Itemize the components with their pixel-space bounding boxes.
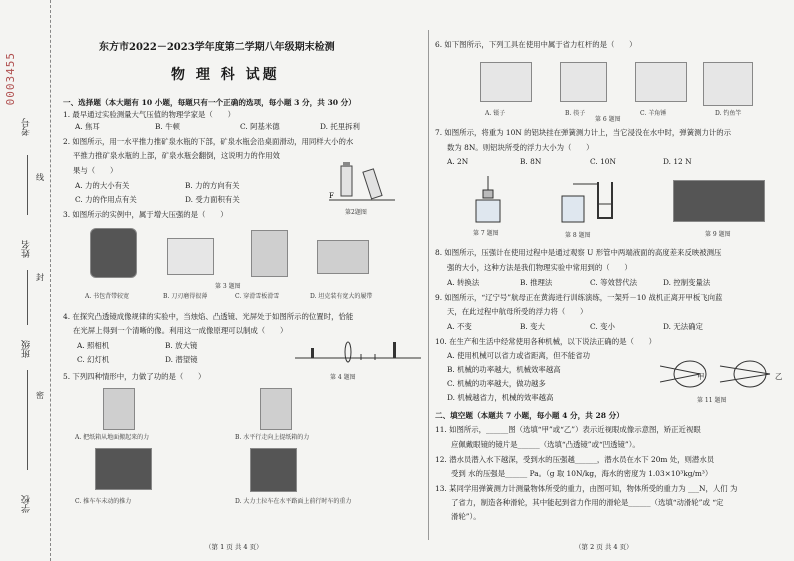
name-label: 姓名 [22, 240, 32, 258]
q4-optical-bench-figure [293, 338, 423, 368]
q4-stem-line2: 在光屏上得到一个清晰的像。利用这一成像原理可以制成（ ） [73, 326, 288, 335]
q9-figure-caption: 第 9 题图 [705, 231, 731, 238]
q9-option-d: D. 无法确定 [663, 322, 703, 331]
q13-stem-line3: 滑轮”）。 [451, 512, 481, 521]
q3-skier-image [251, 230, 288, 277]
svg-text:F: F [329, 192, 334, 200]
binding-mark-xian: 线 [36, 173, 44, 182]
q7-stem-line2: 数为 8N。则铝块所受的浮力大小为（ ） [447, 143, 594, 152]
q2-option-b: B. 力的方向有关 [185, 181, 240, 190]
q9-option-c: C. 变小 [590, 322, 615, 331]
school-label: 学校 [22, 495, 32, 513]
section-1-heading: 一、选择题（本大题有 10 小题，每题只有一个正确的选项，每小题 3 分，共 30 分） [63, 98, 356, 107]
q3-knife-image [167, 238, 214, 275]
q8-stem-line1: 8. 如图所示，压强计在使用过程中是通过观察 U 形管中两端液面的高度差来反映被测压 [435, 248, 722, 257]
page-1 [55, 0, 425, 561]
q5-pushing-car-image [95, 448, 152, 490]
q2-stem-line3: 果与（ ） [73, 166, 118, 175]
q7-option-d: D. 12 N [663, 157, 692, 166]
q8-figure-caption: 第 8 题图 [565, 232, 591, 239]
page-1-footer: （第 1 页 共 4 页） [205, 543, 263, 551]
q7-spring-scale-figure [473, 176, 503, 224]
q2-bottles-figure [327, 160, 397, 208]
q4-option-c: C. 幻灯机 [77, 355, 110, 364]
exam-number-label: 考号 [22, 118, 32, 136]
q5-strongman-image [250, 448, 297, 492]
q5-option-c: C. 推车车未动的推力 [75, 498, 132, 505]
q10-option-a: A. 使用机械可以省力或省距离，但不能省功 [447, 351, 591, 360]
column-divider [428, 30, 429, 540]
page-2 [435, 0, 785, 561]
q1-option-b: B. 牛顿 [155, 122, 180, 131]
q3-figure-caption: 第 3 题图 [215, 283, 241, 290]
q11-label-yi: 乙 [775, 372, 783, 381]
q1-option-c: C. 阿基米德 [240, 122, 280, 131]
q4-option-d: D. 潜望镜 [165, 355, 198, 364]
q2-option-c: C. 力的作用点有关 [75, 195, 137, 204]
q3-option-a: A. 书包背带较宽 [85, 293, 130, 300]
section-2-heading: 二、填空题（本题共 7 小题，每小题 4 分，共 28 分） [435, 411, 624, 420]
binding-mark-mi: 密 [36, 391, 44, 400]
exam-title: 东方市2022－2023学年度第二学期八年级期末检测 [99, 42, 335, 53]
q9-stem-line2: 天，在此过程中航母所受的浮力将（ ） [447, 307, 588, 316]
page-2-footer: （第 2 页 共 4 页） [575, 543, 633, 551]
q5-option-a: A. 把纸箱从地面搬起来的力 [75, 434, 150, 441]
q3-option-c: C. 穿滑雪板滑雪 [235, 293, 280, 300]
serial-number: 0003455 [4, 52, 17, 106]
q6-claw-hammer-image [635, 62, 687, 102]
q12-stem-line2: 受到 水的压强是______ Pa。（g 取 10N/kg，海水的密度为 1.03×10³kg/m³） [451, 469, 713, 478]
class-line [27, 370, 28, 470]
q6-option-d: D. 钓鱼竿 [715, 110, 742, 117]
q3-option-d: D. 坦克装有宽大的履带 [310, 293, 373, 300]
q10-option-b: B. 机械的功率越大，机械效率越高 [447, 365, 561, 374]
q1-option-d: D. 托里拆利 [320, 122, 360, 131]
q4-figure-caption: 第 4 题图 [330, 374, 356, 381]
q11-figure-caption: 第 11 题图 [697, 397, 727, 404]
q9-stem-line1: 9. 如图所示，“辽宁号”航母正在黄海进行训练演练，一架歼－10 战机正离开甲板飞向蓝 [435, 293, 723, 302]
q6-option-a: A. 镊子 [485, 110, 506, 117]
q2-figure-caption: 第2题图 [345, 209, 367, 216]
q8-option-c: C. 等效替代法 [590, 278, 638, 287]
q1-stem: 1. 最早通过实验测量大气压值的物理学家是（ ） [63, 110, 235, 119]
q3-option-b: B. 刀刃磨得很薄 [163, 293, 208, 300]
binding-margin [0, 0, 51, 561]
exam-number-line [27, 155, 28, 215]
q3-tank-image [317, 240, 369, 274]
q9-option-b: B. 变大 [520, 322, 545, 331]
q13-stem-line2: 了省力，制造各种滑轮，其中能起到省力作用的滑轮是______（选填“动滑轮”或 “定 [451, 498, 724, 507]
q10-option-c: C. 机械的功率越大，做功越多 [447, 379, 546, 388]
q7-figure-caption: 第 7 题图 [473, 230, 499, 237]
q8-option-d: D. 控制变量法 [663, 278, 711, 287]
q3-backpack-image [90, 228, 137, 278]
q3-stem: 3. 如图所示的实例中，属于增大压强的是（ ） [63, 210, 228, 219]
q2-stem-line2: 平推力推矿泉水瓶的上部，矿泉水瓶会翻倒，这说明力的作用效 [73, 151, 280, 160]
q6-option-b: B. 筷子 [565, 110, 586, 117]
q13-stem-line1: 13. 某同学用弹簧测力计测量物体所受的重力，由图可知，物体所受的重力为 ___N，人们 为 [435, 484, 738, 493]
q9-aircraft-carrier-image [673, 180, 765, 222]
q8-pressure-gauge-figure [560, 178, 620, 226]
q11-stem-line2: 应佩戴眼镜的镜片是______（选填“凸透镜”或“凹透镜”）。 [451, 440, 640, 449]
q10-option-d: D. 机械越省力，机械的效率越高 [447, 393, 554, 402]
q5-stem: 5. 下列四种情形中，力做了功的是（ ） [63, 372, 206, 381]
q5-lifting-box-image [103, 388, 135, 430]
q8-option-b: B. 推理法 [520, 278, 553, 287]
q5-option-d: D. 大力士拉车在水平路面上前行时车的重力 [235, 498, 352, 505]
q11-label-jia: 甲 [697, 372, 705, 381]
q5-option-b: B. 水平行走向上提纸箱的力 [235, 434, 310, 441]
subject-title: 物 理 科 试题 [171, 67, 280, 83]
q6-fishing-rod-image [703, 62, 753, 106]
q11-stem-line1: 11. 如图所示，______图（选填“甲”或“乙”）表示近视眼成像示意图，矫正近视眼 [435, 425, 701, 434]
q8-stem-line2: 强的大小，这种方法是我们物理实验中常用到的（ ） [447, 263, 632, 272]
q4-option-b: B. 放大镜 [165, 341, 198, 350]
q9-option-a: A. 不变 [447, 322, 472, 331]
q12-stem-line1: 12. 潜水员潜入水下越深，受到水的压强越______，潜水员在水下 20m 处，则潜水员 [435, 455, 715, 464]
q7-option-b: B. 8N [520, 157, 542, 166]
q4-option-a: A. 照相机 [77, 341, 110, 350]
q6-figure-caption: 第 6 题图 [595, 116, 621, 123]
class-label: 班级 [22, 340, 32, 358]
q6-tweezers-image [480, 62, 532, 102]
q2-option-a: A. 力的大小有关 [75, 181, 130, 190]
q6-option-c: C. 羊角锤 [640, 110, 667, 117]
q2-option-d: D. 受力面积有关 [185, 195, 240, 204]
q11-eye-diagram [660, 358, 783, 390]
q4-stem-line1: 4. 在探究凸透镜成像规律的实验中，当烛焰、凸透镜、光屏处于如图所示的位置时，恰能 [63, 312, 354, 321]
q5-carrying-box-image [260, 388, 292, 430]
binding-mark-feng: 封 [36, 273, 44, 282]
name-line [27, 270, 28, 325]
q1-option-a: A. 焦耳 [75, 122, 100, 131]
q7-option-a: A. 2N [447, 157, 469, 166]
q8-option-a: A. 转换法 [447, 278, 480, 287]
q7-option-c: C. 10N [590, 157, 616, 166]
q10-stem: 10. 在生产和生活中经常使用各种机械，以下说法正确的是（ ） [435, 337, 657, 346]
q7-stem-line1: 7. 如图所示，将重为 10N 的铝块挂在弹簧测力计上，当它浸没在水中时，弹簧测力计的示 [435, 128, 732, 137]
q2-stem-line1: 2. 如图所示，用一水平推力推矿泉水瓶的下部，矿泉水瓶会沿桌面滑动，用同样大小的水 [63, 137, 354, 146]
q6-stem: 6. 如下图所示，下列工具在使用中属于省力杠杆的是（ ） [435, 40, 637, 49]
q6-chopsticks-image [560, 62, 607, 102]
